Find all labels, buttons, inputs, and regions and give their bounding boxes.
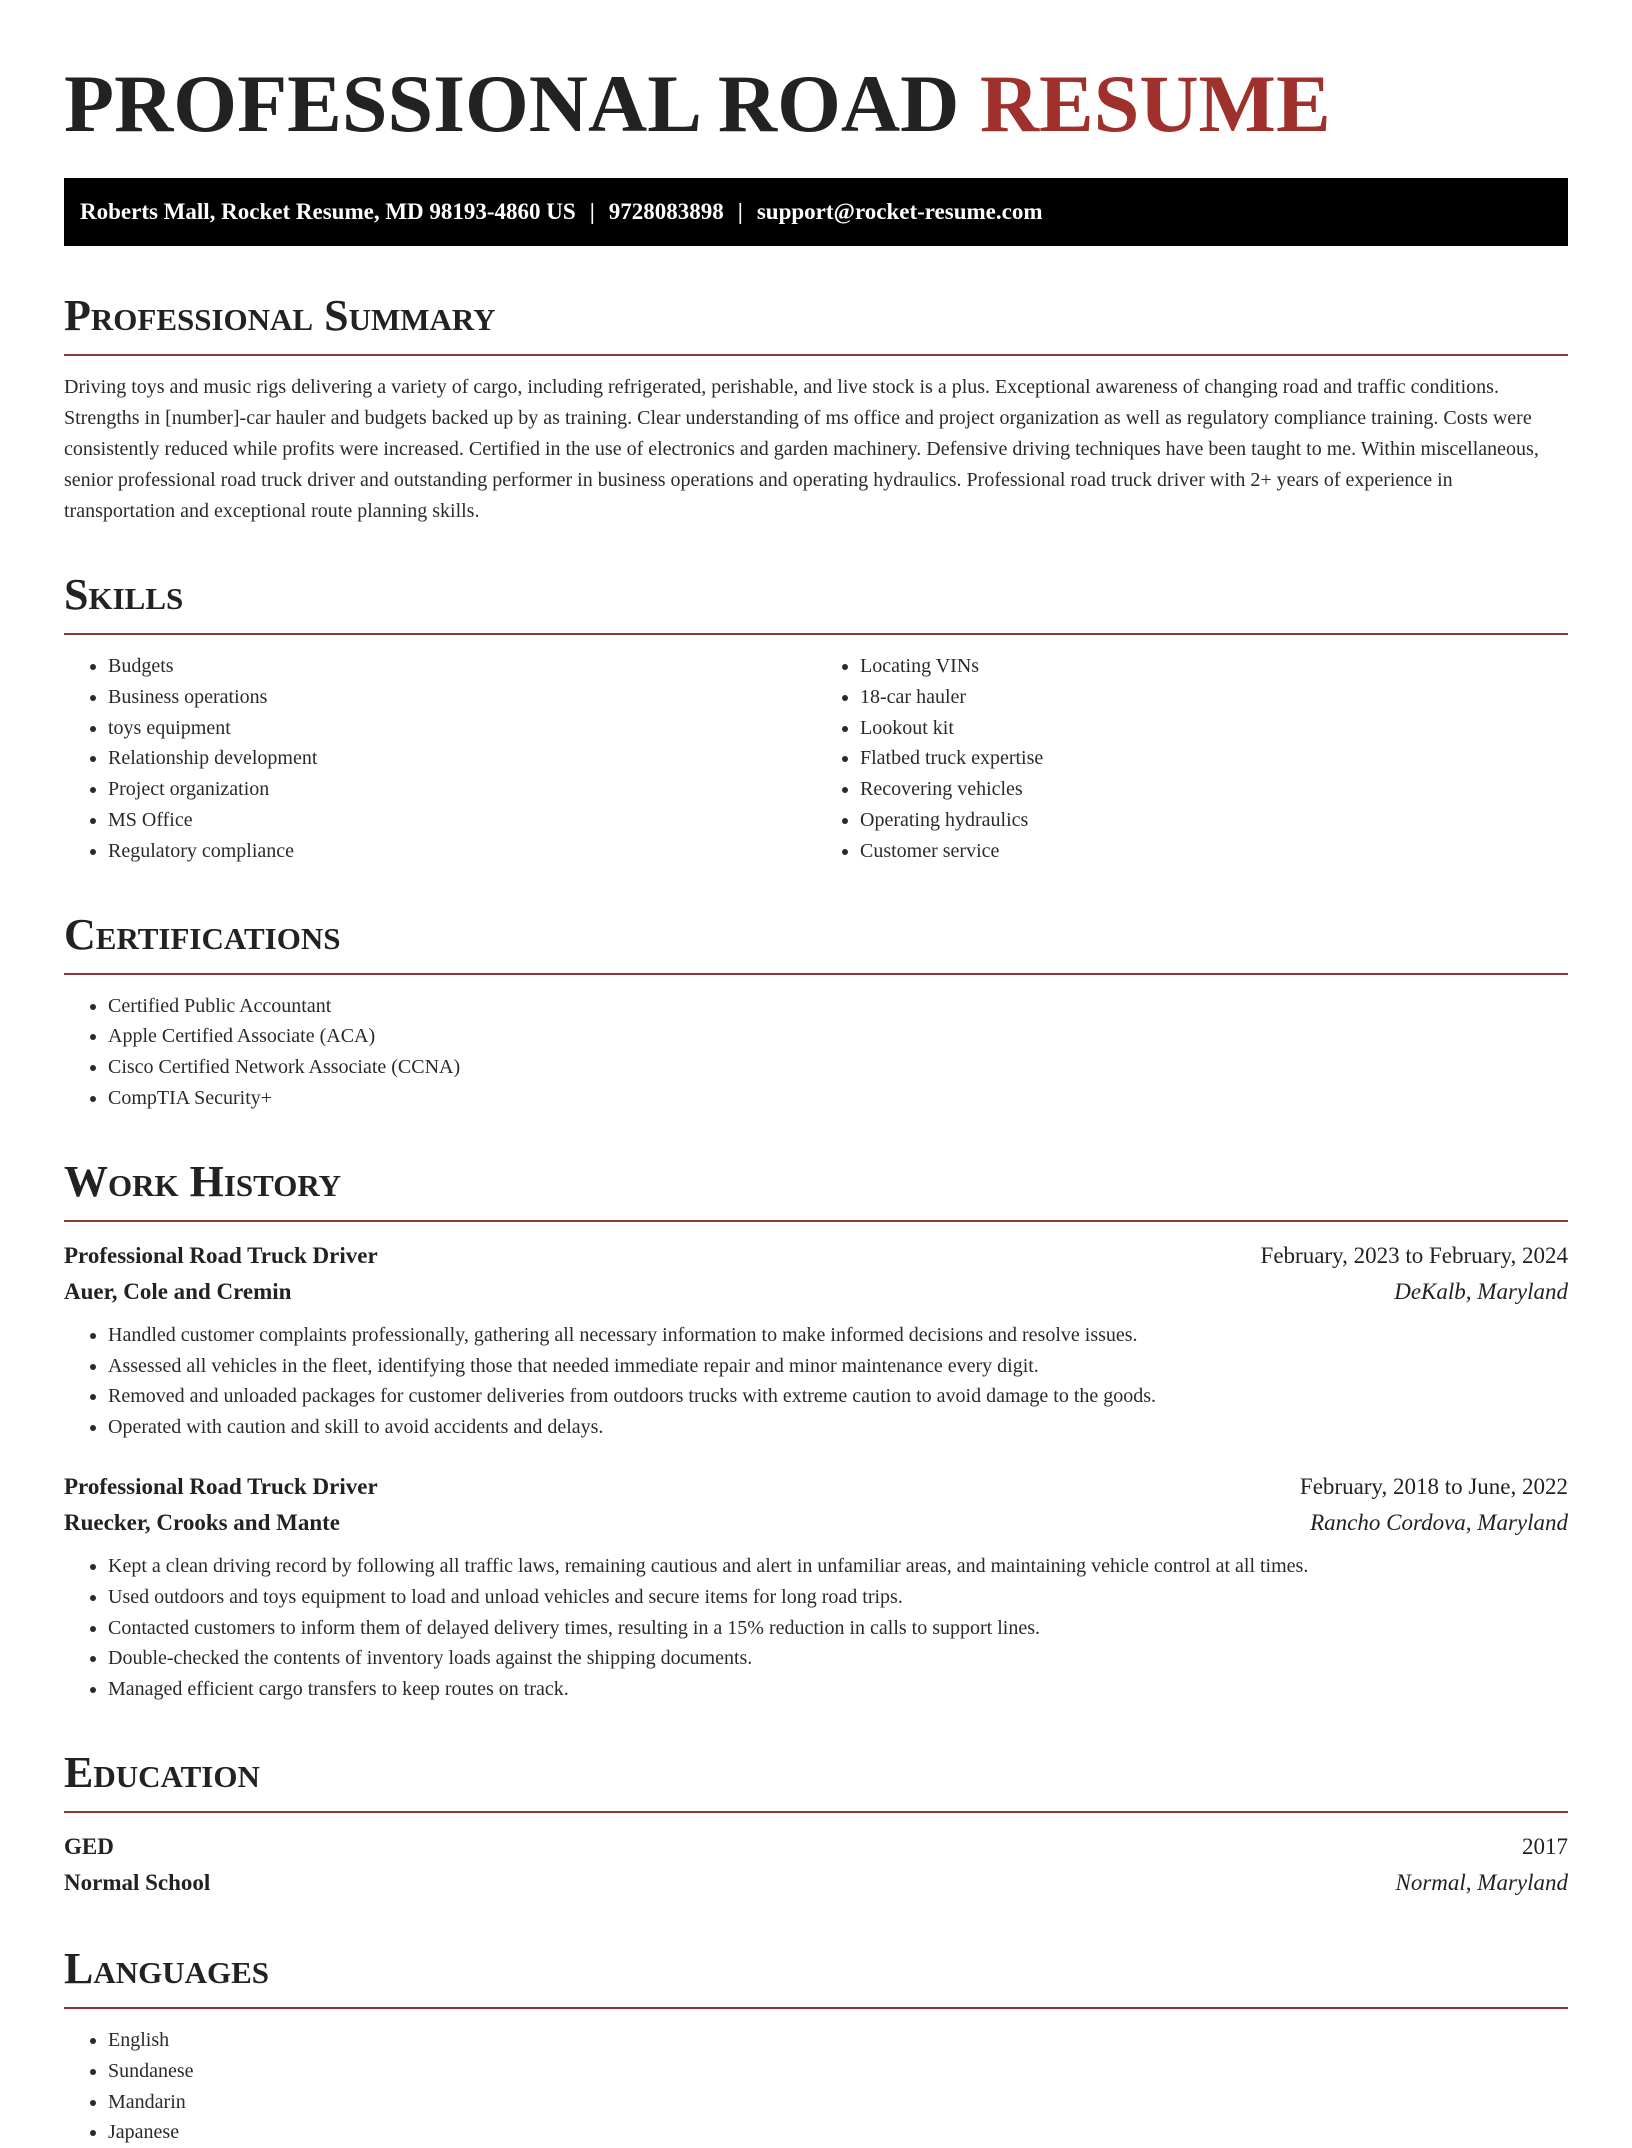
job-duty-item: • Double-checked the contents of inventory loads against the shipping documents. [108, 1643, 1568, 1674]
job-duty-item: • Managed efficient cargo transfers to keep routes on track. [108, 1674, 1568, 1705]
job-entry [64, 1469, 1568, 1705]
skills-heading: Skills [64, 571, 1568, 635]
education-location: Normal, Maryland [1395, 1869, 1568, 1895]
language-item: • Japanese [108, 2117, 1568, 2148]
education-degree: GED [64, 1833, 114, 1859]
title-accent: RESUME [979, 58, 1331, 149]
work-history-heading: Work History [64, 1158, 1568, 1222]
education-heading: Education [64, 1749, 1568, 1813]
education-year: 2017 [1522, 1833, 1568, 1859]
skill-item: • 18-car hauler [860, 682, 1568, 713]
language-item: • English [108, 2025, 1568, 2056]
job-title: Professional Road Truck Driver [64, 1242, 378, 1268]
title-main: PROFESSIONAL ROAD [64, 58, 960, 149]
job-duties [64, 1551, 1568, 1705]
languages-heading: Languages [64, 1945, 1568, 2009]
job-dates: February, 2018 to June, 2022 [1299, 1473, 1568, 1499]
job-entry [64, 1238, 1568, 1443]
job-duty-item: • Used outdoors and toys equipment to load and unload vehicles and secure items for long road trips. [108, 1582, 1568, 1613]
job-company: Auer, Cole and Cremin [64, 1278, 292, 1304]
skill-item: • Locating VINs [860, 651, 1568, 682]
skill-item: • Customer service [860, 836, 1568, 867]
skill-item: • Lookout kit [860, 713, 1568, 744]
job-duties [64, 1320, 1568, 1443]
language-item: • Sundanese [108, 2056, 1568, 2087]
contact-address: Roberts Mall, Rocket Resume, MD 98193-4860 US [80, 199, 576, 224]
job-location: Rancho Cordova, Maryland [1310, 1509, 1568, 1535]
certification-item: • Cisco Certified Network Associate (CCNA) [108, 1052, 1568, 1083]
skill-item: • Operating hydraulics [860, 805, 1568, 836]
job-duty-item: • Handled customer complaints professionally, gathering all necessary information to make informed decisions and resolve issues. [108, 1320, 1568, 1351]
skills-list [64, 651, 1568, 867]
job-duty-item: • Assessed all vehicles in the fleet, identifying those that needed immediate repair and minor maintenance every digit. [108, 1351, 1568, 1382]
contact-separator: | [589, 199, 595, 224]
summary-heading: Professional Summary [64, 292, 1568, 356]
certification-item: • Certified Public Accountant [108, 991, 1568, 1022]
job-dates: February, 2023 to February, 2024 [1260, 1242, 1568, 1268]
languages-list [64, 2025, 1568, 2148]
certification-item: • Apple Certified Associate (ACA) [108, 1021, 1568, 1052]
education-school: Normal School [64, 1869, 211, 1895]
skill-item: • MS Office [108, 805, 816, 836]
language-item: • Mandarin [108, 2087, 1568, 2118]
summary-text: Driving toys and music rigs delivering a variety of cargo, including refrigerated, perishable, and live stock is a plus. Exceptional awareness of changing road and traffic conditions. Strengths in [number]-car hauler and budgets backed up by as training. Clear understanding of ms office and project organization as well as regulatory compliance training. Costs were consistently reduced while profits were increased. Certified in the use of electronics and garden machinery. Defensive driving techniques have been taught to me. Within miscellaneous, senior professional road truck driver and outstanding performer in business operations and operating hydraulics. Professional road truck driver with 2+ years of experience in transportation and exceptional route planning skills. [64, 376, 1539, 522]
skill-item: • Project organization [108, 774, 816, 805]
contact-phone: 9728083898 [608, 199, 724, 224]
certifications-list [64, 991, 1568, 1114]
job-duty-item: • Operated with caution and skill to avoid accidents and delays. [108, 1412, 1568, 1443]
skill-item: • toys equipment [108, 713, 816, 744]
contact-email: support@rocket-resume.com [756, 199, 1043, 224]
resume-title [64, 52, 1568, 156]
certifications-heading: Certifications [64, 911, 1568, 975]
job-location: DeKalb, Maryland [1394, 1278, 1568, 1304]
job-company: Ruecker, Crooks and Mante [64, 1509, 341, 1535]
contact-bar [64, 178, 1568, 246]
skill-item: • Flatbed truck expertise [860, 743, 1568, 774]
skill-item: • Business operations [108, 682, 816, 713]
contact-separator: | [737, 199, 743, 224]
job-duty-item: • Contacted customers to inform them of delayed delivery times, resulting in a 15% reduction in calls to support lines. [108, 1613, 1568, 1644]
skill-item: • Recovering vehicles [860, 774, 1568, 805]
skill-item: • Relationship development [108, 743, 816, 774]
job-duty-item: • Kept a clean driving record by following all traffic laws, remaining cautious and alert in unfamiliar areas, and maintaining vehicle control at all times. [108, 1551, 1568, 1582]
job-title: Professional Road Truck Driver [64, 1473, 378, 1499]
certification-item: • CompTIA Security+ [108, 1083, 1568, 1114]
skill-item: • Budgets [108, 651, 816, 682]
job-duty-item: • Removed and unloaded packages for customer deliveries from outdoors trucks with extreme caution to avoid damage to the goods. [108, 1381, 1568, 1412]
skills-column-left [64, 651, 816, 867]
skills-column-right [816, 651, 1568, 867]
skill-item: • Regulatory compliance [108, 836, 816, 867]
